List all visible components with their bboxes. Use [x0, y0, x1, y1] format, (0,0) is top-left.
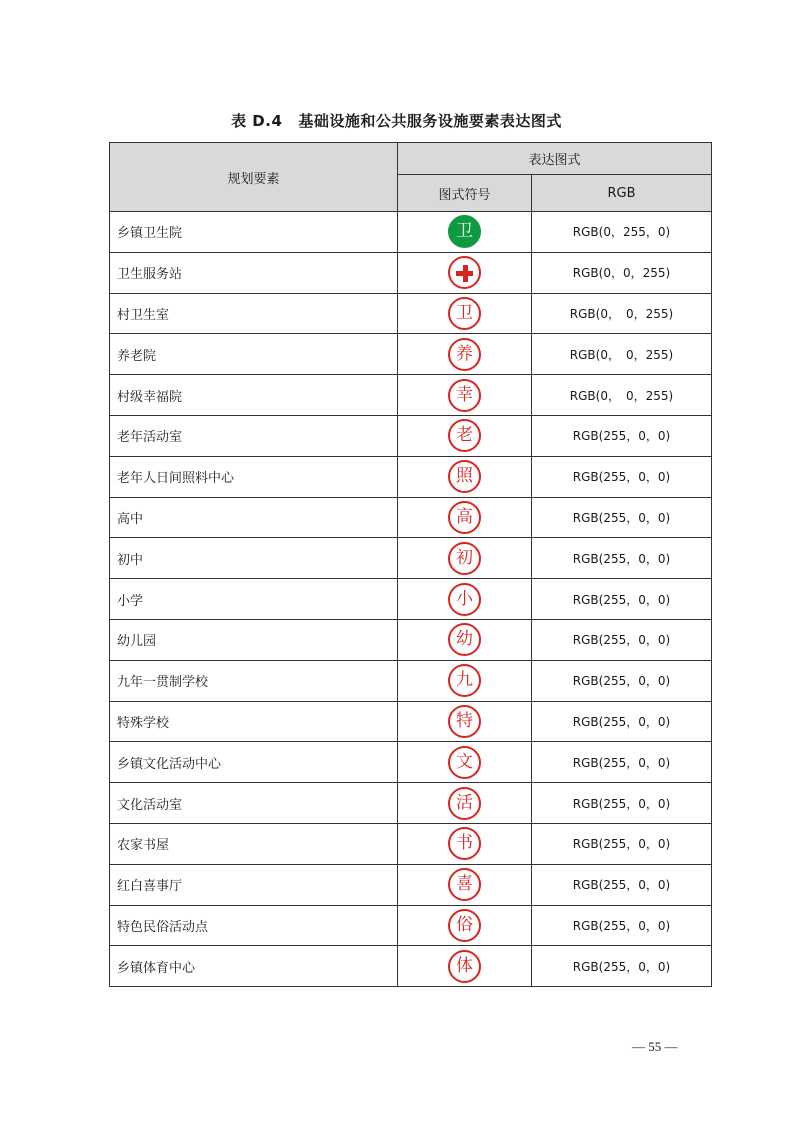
element-name: 村卫生室: [110, 293, 398, 334]
table-row: [110, 538, 712, 579]
rgb-value: RGB(0，0，255): [532, 252, 712, 293]
symbol-cell: [398, 212, 532, 253]
symbol-badge: 照: [448, 460, 481, 493]
facility-symbol-table: [109, 142, 712, 987]
header-rgb: RGB: [532, 175, 712, 212]
table-row: [110, 701, 712, 742]
rgb-value: RGB(255，0，0): [532, 701, 712, 742]
header-symbol: 图式符号: [398, 175, 532, 212]
symbol-badge: 文: [448, 746, 481, 779]
table-row: [110, 660, 712, 701]
table-row: [110, 293, 712, 334]
element-name: 乡镇卫生院: [110, 212, 398, 253]
header-expression: 表达图式: [398, 143, 712, 175]
table-row: [110, 619, 712, 660]
element-name: 农家书屋: [110, 823, 398, 864]
rgb-value: RGB(255，0，0): [532, 619, 712, 660]
symbol-cell: [398, 742, 532, 783]
symbol-cell: [398, 456, 532, 497]
element-name: 小学: [110, 579, 398, 620]
rgb-value: RGB(255，0，0): [532, 742, 712, 783]
rgb-value: RGB(255，0，0): [532, 579, 712, 620]
symbol-badge: 喜: [448, 868, 481, 901]
symbol-badge: 书: [448, 827, 481, 860]
symbol-cell: [398, 538, 532, 579]
symbol-cell: [398, 334, 532, 375]
rgb-value: RGB(255，0，0): [532, 538, 712, 579]
element-name: 乡镇体育中心: [110, 946, 398, 987]
element-name: 老年活动室: [110, 415, 398, 456]
element-name: 高中: [110, 497, 398, 538]
symbol-cell: [398, 252, 532, 293]
table-row: [110, 742, 712, 783]
element-name: 卫生服务站: [110, 252, 398, 293]
symbol-badge: 卫: [448, 215, 481, 248]
rgb-value: RGB(255，0，0): [532, 946, 712, 987]
symbol-cell: [398, 415, 532, 456]
rgb-value: RGB(0，255，0): [532, 212, 712, 253]
rgb-value: RGB(0， 0，255): [532, 293, 712, 334]
symbol-cell: [398, 375, 532, 416]
symbol-cell: [398, 783, 532, 824]
rgb-value: RGB(255，0，0): [532, 415, 712, 456]
caption-number: 表 D.4: [231, 112, 283, 130]
symbol-badge: 活: [448, 787, 481, 820]
symbol-badge: 高: [448, 501, 481, 534]
symbol-cell: [398, 497, 532, 538]
symbol-badge: 俗: [448, 909, 481, 942]
element-name: 乡镇文化活动中心: [110, 742, 398, 783]
element-name: 养老院: [110, 334, 398, 375]
symbol-badge: 幸: [448, 379, 481, 412]
table-caption: [0, 110, 793, 131]
table-row: [110, 864, 712, 905]
element-name: 幼儿园: [110, 619, 398, 660]
symbol-cell: [398, 864, 532, 905]
element-name: 九年一贯制学校: [110, 660, 398, 701]
symbol-cell: [398, 823, 532, 864]
table-row: [110, 252, 712, 293]
element-name: 特殊学校: [110, 701, 398, 742]
symbol-badge: 老: [448, 419, 481, 452]
symbol-badge: 体: [448, 950, 481, 983]
rgb-value: RGB(0， 0，255): [532, 375, 712, 416]
rgb-value: RGB(255，0，0): [532, 783, 712, 824]
rgb-value: RGB(255，0，0): [532, 497, 712, 538]
symbol-cell: [398, 701, 532, 742]
caption-title: 基础设施和公共服务设施要素表达图式: [298, 112, 562, 130]
symbol-badge: 幼: [448, 623, 481, 656]
table-row: [110, 905, 712, 946]
symbol-badge: 初: [448, 542, 481, 575]
rgb-value: RGB(255，0，0): [532, 456, 712, 497]
table-row: [110, 823, 712, 864]
symbol-badge: 小: [448, 583, 481, 616]
rgb-value: RGB(255，0，0): [532, 864, 712, 905]
table-row: [110, 415, 712, 456]
table-row: [110, 212, 712, 253]
header-planning-element: 规划要素: [110, 143, 398, 212]
element-name: 初中: [110, 538, 398, 579]
symbol-badge: 养: [448, 338, 481, 371]
symbol-cell: [398, 619, 532, 660]
table-row: [110, 334, 712, 375]
symbol-cell: [398, 579, 532, 620]
table-row: [110, 497, 712, 538]
symbol-cell: [398, 946, 532, 987]
table-row: [110, 579, 712, 620]
table-row: [110, 783, 712, 824]
symbol-cell: [398, 293, 532, 334]
element-name: 文化活动室: [110, 783, 398, 824]
element-name: 老年人日间照料中心: [110, 456, 398, 497]
rgb-value: RGB(255，0，0): [532, 823, 712, 864]
symbol-cell: [398, 905, 532, 946]
element-name: 特色民俗活动点: [110, 905, 398, 946]
rgb-value: RGB(255，0，0): [532, 660, 712, 701]
rgb-value: RGB(255，0，0): [532, 905, 712, 946]
symbol-badge: 特: [448, 705, 481, 738]
page-number: — 55 —: [632, 1039, 678, 1054]
table-row: [110, 375, 712, 416]
red-cross-icon: [448, 256, 481, 289]
element-name: 红白喜事厅: [110, 864, 398, 905]
element-name: 村级幸福院: [110, 375, 398, 416]
table-row: [110, 456, 712, 497]
rgb-value: RGB(0， 0，255): [532, 334, 712, 375]
table-row: [110, 946, 712, 987]
symbol-badge: 九: [448, 664, 481, 697]
symbol-cell: [398, 660, 532, 701]
symbol-badge: 卫: [448, 297, 481, 330]
